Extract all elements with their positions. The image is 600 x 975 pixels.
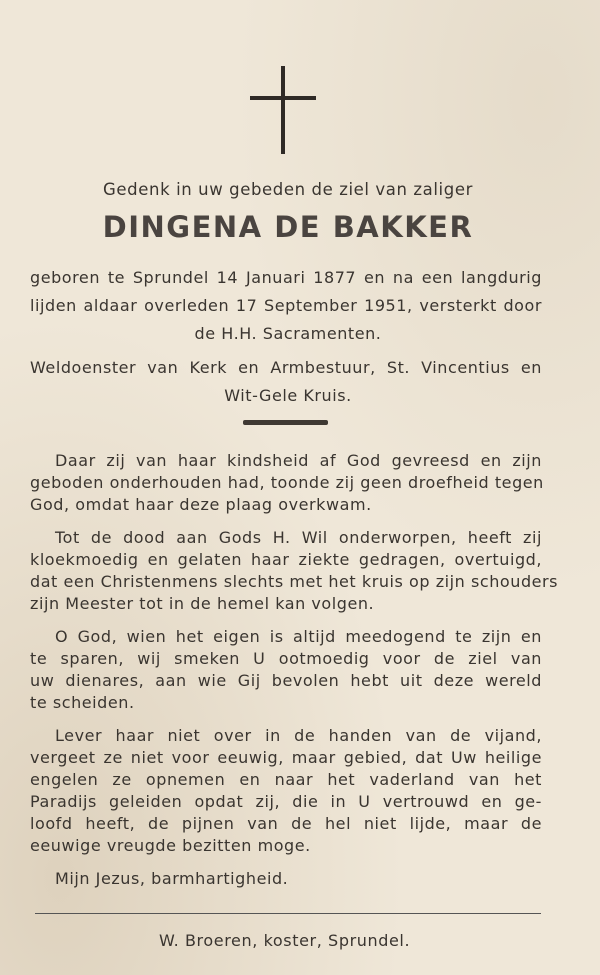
paragraph-line: dat een Christenmens slechts met het kruis op zijn schouders [30,572,559,591]
paragraph-line: kloekmoedig en gelaten haar ziekte gedragen, overtuigd, [30,550,542,569]
footer-text: W. Broeren, koster, Sprundel. [159,931,411,950]
paragraph-line: eeuwige vreugde bezitten moge. [30,836,311,855]
paragraph-line: uw dienares, aan wie Gij bevolen hebt uit deze wereld [30,671,542,690]
paragraph-line: O God, wien het eigen is altijd meedogend te zijn en [55,627,542,646]
bio-line: geboren te Sprundel 14 Januari 1877 en na een langdurig [30,268,542,287]
bio-line: lijden aldaar overleden 17 September 1951, versterkt door [30,296,542,315]
paragraph-line: engelen ze opnemen en naar het vaderland van het [30,770,542,789]
closing-prayer: Mijn Jezus, barmhartigheid. [55,869,289,888]
role-line: Wit-Gele Kruis. [224,386,352,405]
paragraph-line: geboden onderhouden had, toonde zij geen droefheid tegen [30,473,544,492]
paragraph-line: Lever haar niet over in de handen van de vijand, [55,726,542,745]
bio-line: de H.H. Sacramenten. [194,324,382,343]
paragraph-line: Paradijs geleiden opdat zij, die in U vertrouwd en ge- [30,792,542,811]
paragraph-line: Tot de dood aan Gods H. Wil onderworpen, heeft zij [55,528,542,547]
paragraph-line: vergeet ze niet voor eeuwig, maar gebied, dat Uw heilige [30,748,542,767]
divider [243,420,328,425]
role-line: Weldoenster van Kerk en Armbestuur, St. Vincentius en [30,358,542,377]
paragraph-line: te sparen, wij smeken U ootmoedig voor de ziel van [30,649,542,668]
footer-rule [35,913,541,914]
cross-icon [250,66,316,156]
paragraph-line: God, omdat haar deze plaag overkwam. [30,495,372,514]
deceased-name: DINGENA DE BAKKER [102,210,474,244]
paragraph-line: zijn Meester tot in de hemel kan volgen. [30,594,375,613]
paragraph-line: te scheiden. [30,693,135,712]
paragraph-line: Daar zij van haar kindsheid af God gevreesd en zijn [55,451,542,470]
intro-text: Gedenk in uw gebeden de ziel van zaliger [103,180,473,199]
paragraph-line: loofd heeft, de pijnen van de hel niet lijde, maar de [30,814,542,833]
